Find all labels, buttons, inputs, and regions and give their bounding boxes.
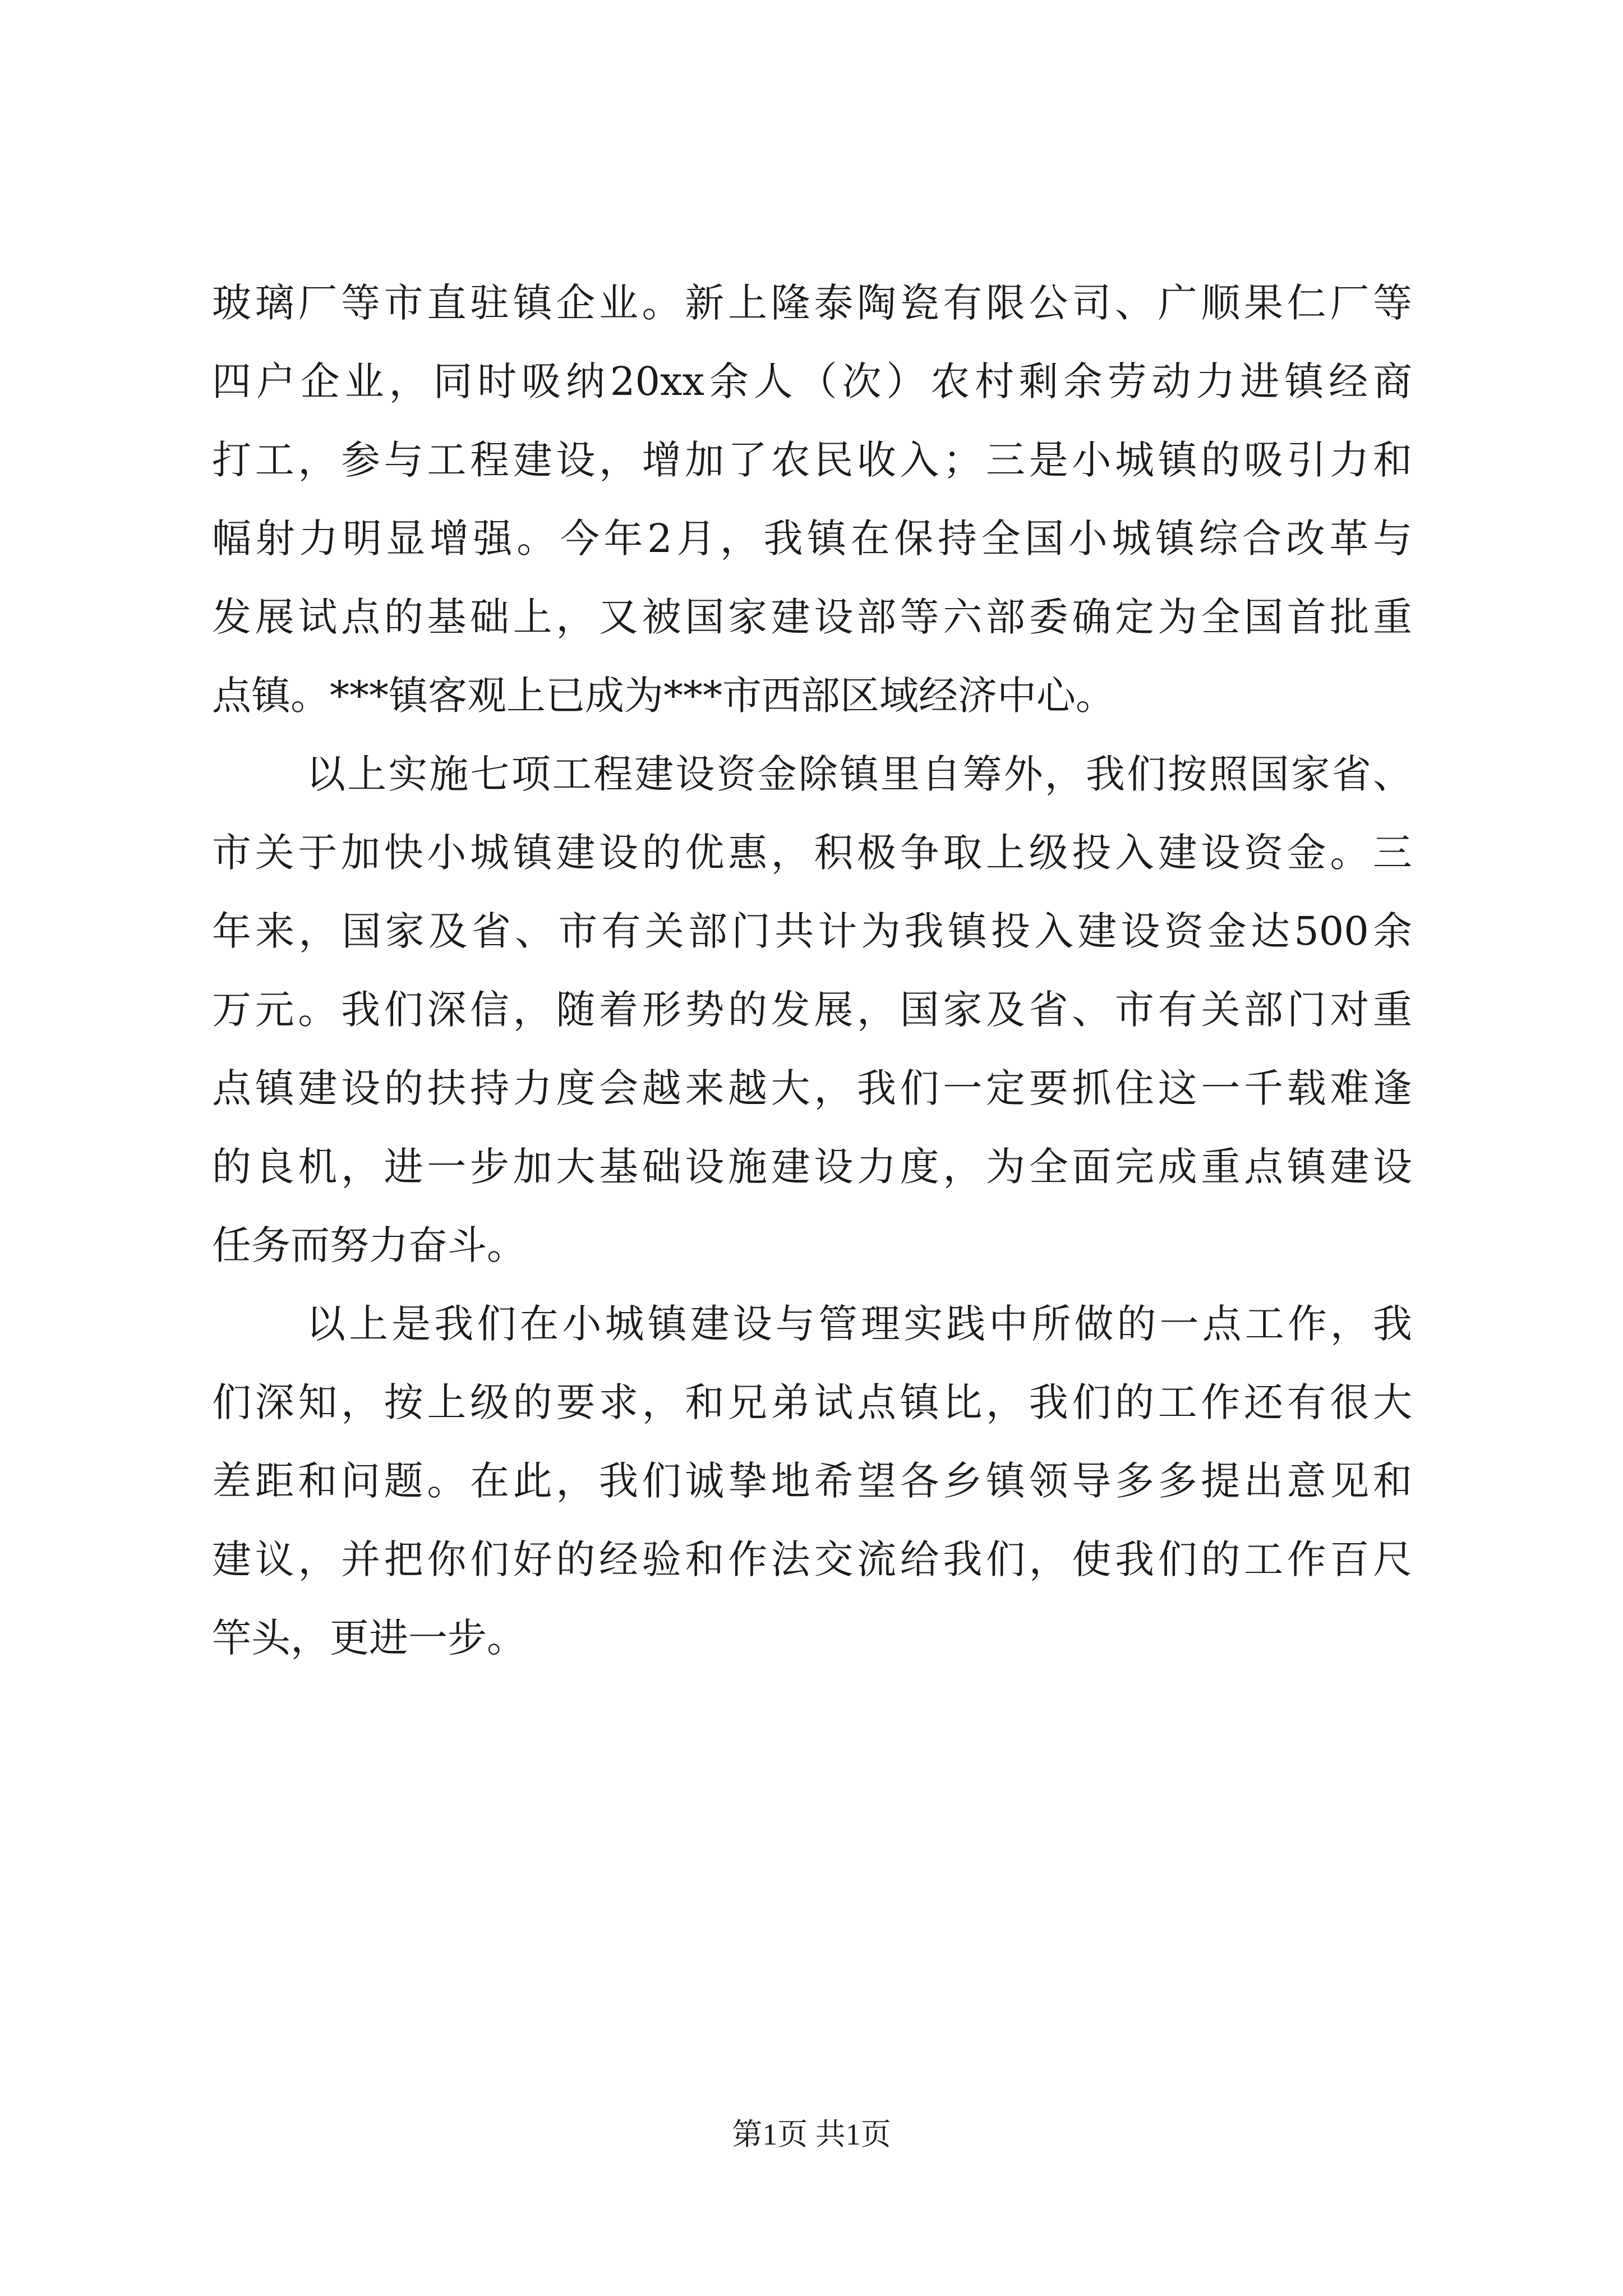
text-line: 以上是我们在小城镇建设与管理实践中所做的一点工作，我	[306, 1301, 1412, 1347]
text-line: 市关于加快小城镇建设的优惠，积极争取上级投入建设资金。三	[212, 830, 1412, 876]
paragraph-1	[212, 264, 1412, 735]
text-line: 点镇。***镇客观上已成为***市西部区域经济中心。	[212, 673, 1115, 719]
paragraph-2	[212, 735, 1412, 1285]
text-line: 点镇建设的扶持力度会越来越大，我们一定要抓住这一千载难逢	[212, 1065, 1412, 1111]
text-line: 差距和问题。在此，我们诚挚地希望各乡镇领导多多提出意见和	[212, 1458, 1412, 1504]
text-line: 以上实施七项工程建设资金除镇里自筹外，我们按照国家省、	[306, 751, 1412, 797]
text-line: 打工，参与工程建设，增加了农民收入；三是小城镇的吸引力和	[212, 437, 1412, 483]
text-line: 建议，并把你们好的经验和作法交流给我们，使我们的工作百尺	[212, 1536, 1412, 1582]
text-line: 任务而努力奋斗。	[212, 1222, 526, 1268]
page-number-footer: 第1页 共1页	[732, 2118, 891, 2151]
text-line: 万元。我们深信，随着形势的发展，国家及省、市有关部门对重	[212, 987, 1412, 1033]
text-line: 年来，国家及省、市有关部门共计为我镇投入建设资金达500余	[212, 908, 1412, 954]
text-line: 发展试点的基础上，又被国家建设部等六部委确定为全国首批重	[212, 594, 1412, 640]
text-line: 幅射力明显增强。今年2月，我镇在保持全国小城镇综合改革与	[212, 516, 1412, 562]
document-body	[212, 264, 1412, 1677]
text-line: 竿头，更进一步。	[212, 1615, 526, 1661]
text-line: 玻璃厂等市直驻镇企业。新上隆泰陶瓷有限公司、广顺果仁厂等	[212, 280, 1412, 326]
paragraph-3	[212, 1285, 1412, 1677]
text-line: 四户企业，同时吸纳20xx余人（次）农村剩余劳动力进镇经商	[212, 358, 1412, 404]
text-line: 们深知，按上级的要求，和兄弟试点镇比，我们的工作还有很大	[212, 1379, 1412, 1425]
text-line: 的良机，进一步加大基础设施建设力度，为全面完成重点镇建设	[212, 1144, 1412, 1190]
